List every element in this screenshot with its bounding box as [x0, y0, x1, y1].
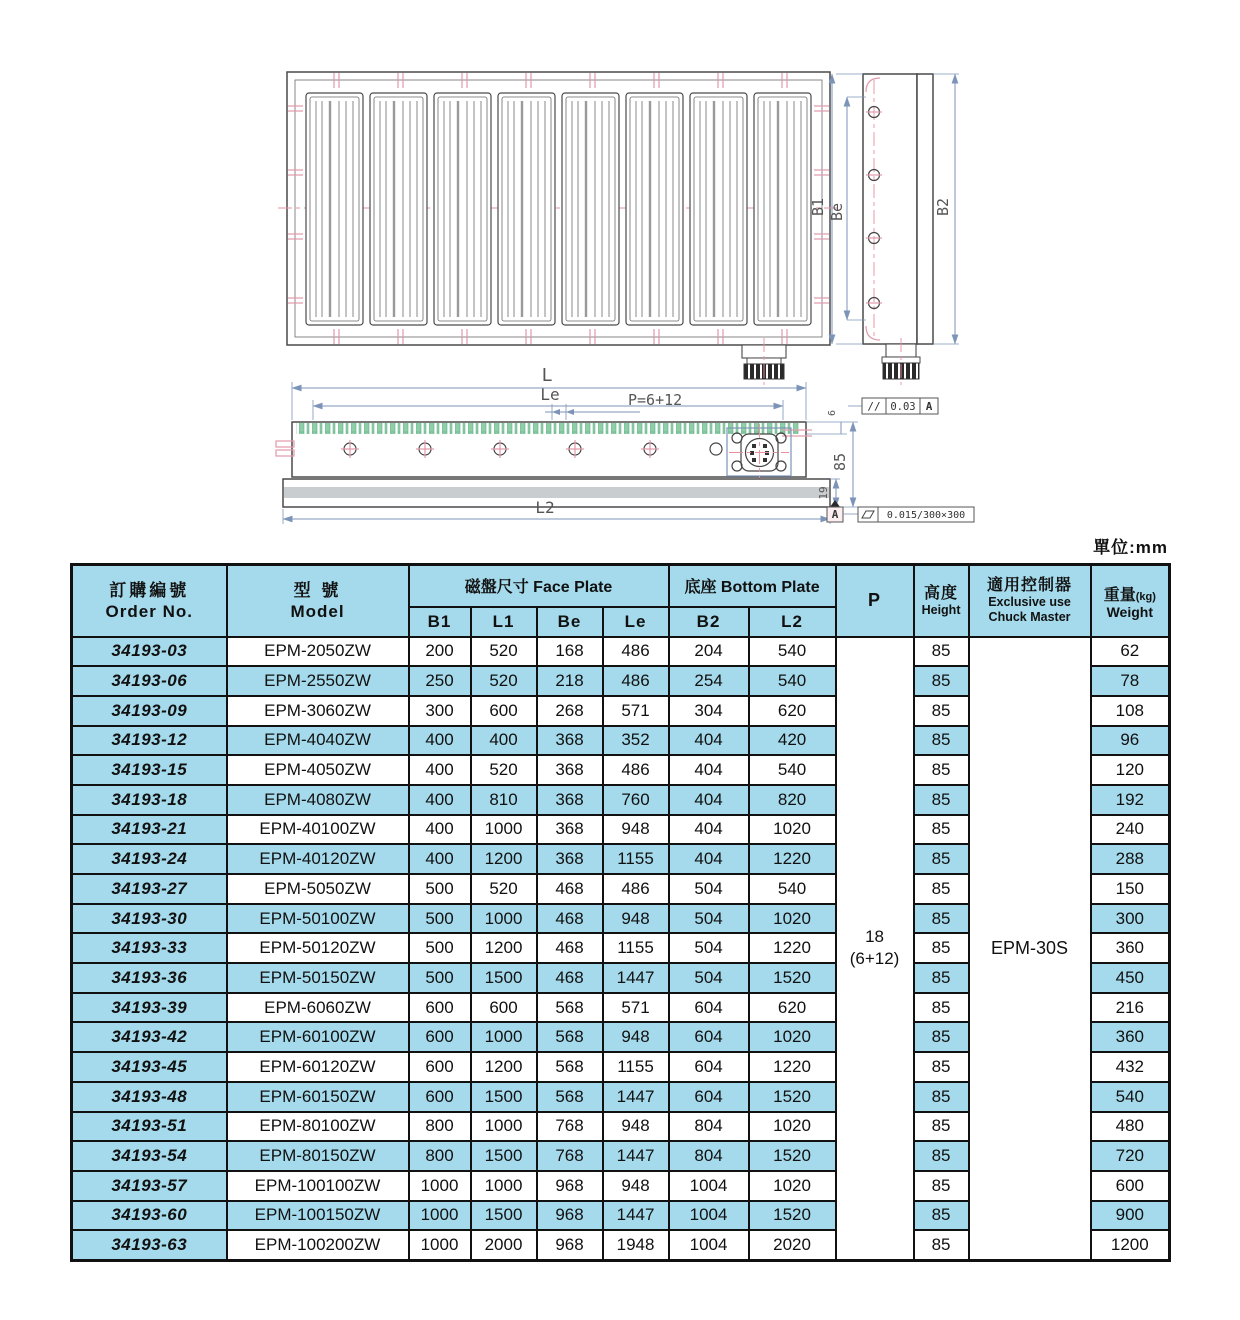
header-b2: B2	[669, 607, 749, 637]
be-cell: 468	[537, 933, 603, 963]
weight-cell: 900	[1091, 1201, 1170, 1231]
end-view	[809, 74, 959, 385]
l2-cell: 1520	[749, 963, 836, 993]
l2-cell: 540	[749, 666, 836, 696]
l1-cell: 400	[471, 726, 537, 756]
l1-cell: 1000	[471, 1171, 537, 1201]
dim-label-85: 85	[831, 452, 849, 472]
order-no-cell: 34193-06	[72, 666, 227, 696]
order-no-cell: 34193-42	[72, 1022, 227, 1052]
b2-cell: 604	[669, 993, 749, 1023]
le-cell: 352	[603, 726, 669, 756]
be-cell: 368	[537, 755, 603, 785]
b2-cell: 804	[669, 1112, 749, 1142]
weight-cell: 360	[1091, 933, 1170, 963]
l2-cell: 1520	[749, 1201, 836, 1231]
svg-text:A: A	[925, 400, 933, 413]
model-cell: EPM-100100ZW	[227, 1171, 409, 1201]
l1-cell: 1500	[471, 963, 537, 993]
b2-cell: 504	[669, 963, 749, 993]
svg-text:0.015/300×300: 0.015/300×300	[886, 510, 966, 521]
model-cell: EPM-60100ZW	[227, 1022, 409, 1052]
header-l1: L1	[471, 607, 537, 637]
l2-cell: 1020	[749, 1022, 836, 1052]
weight-cell: 360	[1091, 1022, 1170, 1052]
l2-cell: 540	[749, 874, 836, 904]
weight-cell: 120	[1091, 755, 1170, 785]
le-cell: 486	[603, 874, 669, 904]
order-no-cell: 34193-21	[72, 815, 227, 845]
weight-cell: 62	[1091, 637, 1170, 667]
height-cell: 85	[914, 1201, 969, 1231]
weight-cell: 240	[1091, 815, 1170, 845]
be-cell: 468	[537, 904, 603, 934]
height-cell: 85	[914, 963, 969, 993]
height-cell: 85	[914, 1052, 969, 1082]
l2-cell: 2020	[749, 1230, 836, 1260]
b1-cell: 400	[409, 726, 471, 756]
be-cell: 568	[537, 1082, 603, 1112]
height-cell: 85	[914, 1022, 969, 1052]
svg-text:0.03: 0.03	[890, 401, 916, 413]
l2-cell: 540	[749, 637, 836, 667]
order-no-cell: 34193-51	[72, 1112, 227, 1142]
weight-cell: 96	[1091, 726, 1170, 756]
height-cell: 85	[914, 1171, 969, 1201]
model-cell: EPM-50120ZW	[227, 933, 409, 963]
l2-cell: 1220	[749, 844, 836, 874]
header-le: Le	[603, 607, 669, 637]
dim-label-le: Le	[540, 385, 560, 404]
l1-cell: 520	[471, 637, 537, 667]
l2-cell: 620	[749, 993, 836, 1023]
model-cell: EPM-100200ZW	[227, 1230, 409, 1260]
l2-cell: 1520	[749, 1082, 836, 1112]
b2-cell: 504	[669, 874, 749, 904]
l2-cell: 1020	[749, 815, 836, 845]
l1-cell: 520	[471, 666, 537, 696]
height-cell: 85	[914, 785, 969, 815]
model-cell: EPM-6060ZW	[227, 993, 409, 1023]
be-cell: 468	[537, 874, 603, 904]
height-cell: 85	[914, 696, 969, 726]
l1-cell: 1000	[471, 904, 537, 934]
le-cell: 948	[603, 1112, 669, 1142]
header-b1: B1	[409, 607, 471, 637]
le-cell: 486	[603, 666, 669, 696]
b1-cell: 250	[409, 666, 471, 696]
header-face-plate: 磁盤尺寸 Face Plate	[409, 565, 669, 607]
le-cell: 1447	[603, 1082, 669, 1112]
l1-cell: 1000	[471, 1022, 537, 1052]
le-cell: 1155	[603, 844, 669, 874]
l2-cell: 420	[749, 726, 836, 756]
header-l2: L2	[749, 607, 836, 637]
height-cell: 85	[914, 726, 969, 756]
le-cell: 571	[603, 993, 669, 1023]
be-cell: 368	[537, 726, 603, 756]
le-cell: 760	[603, 785, 669, 815]
b1-cell: 600	[409, 1052, 471, 1082]
height-cell: 85	[914, 755, 969, 785]
model-cell: EPM-40120ZW	[227, 844, 409, 874]
model-cell: EPM-4080ZW	[227, 785, 409, 815]
order-no-cell: 34193-15	[72, 755, 227, 785]
dim-label-19: 19	[817, 486, 830, 500]
be-cell: 268	[537, 696, 603, 726]
le-cell: 486	[603, 755, 669, 785]
b1-cell: 800	[409, 1141, 471, 1171]
b1-cell: 500	[409, 963, 471, 993]
l2-cell: 1520	[749, 1141, 836, 1171]
order-no-cell: 34193-54	[72, 1141, 227, 1171]
b2-cell: 604	[669, 1022, 749, 1052]
dim-label-be: Be	[828, 202, 846, 222]
p-merged-cell: 18 (6+12)	[836, 637, 914, 1261]
be-cell: 368	[537, 844, 603, 874]
b1-cell: 200	[409, 637, 471, 667]
le-cell: 1948	[603, 1230, 669, 1260]
le-cell: 948	[603, 815, 669, 845]
header-weight: 重量(kg) Weight	[1091, 565, 1170, 637]
order-no-cell: 34193-57	[72, 1171, 227, 1201]
b2-cell: 804	[669, 1141, 749, 1171]
unit-label: 單位:mm	[1093, 538, 1168, 557]
be-cell: 218	[537, 666, 603, 696]
model-cell: EPM-100150ZW	[227, 1201, 409, 1231]
b2-cell: 1004	[669, 1201, 749, 1231]
b1-cell: 1000	[409, 1230, 471, 1260]
le-cell: 1447	[603, 963, 669, 993]
weight-cell: 300	[1091, 904, 1170, 934]
model-cell: EPM-4040ZW	[227, 726, 409, 756]
order-no-cell: 34193-63	[72, 1230, 227, 1260]
dim-label-6: 6	[827, 409, 838, 417]
l2-cell: 620	[749, 696, 836, 726]
l1-cell: 1200	[471, 933, 537, 963]
be-cell: 568	[537, 1022, 603, 1052]
order-no-cell: 34193-39	[72, 993, 227, 1023]
header-order-no: 訂購編號 Order No.	[72, 565, 227, 637]
dim-label-l2: L2	[535, 498, 555, 517]
be-cell: 568	[537, 1052, 603, 1082]
l2-cell: 1220	[749, 1052, 836, 1082]
model-cell: EPM-60150ZW	[227, 1082, 409, 1112]
model-cell: EPM-50150ZW	[227, 963, 409, 993]
l1-cell: 1000	[471, 1112, 537, 1142]
l2-cell: 820	[749, 785, 836, 815]
spec-table	[70, 563, 1171, 1262]
height-cell: 85	[914, 1141, 969, 1171]
b1-cell: 800	[409, 1112, 471, 1142]
flatness-callout	[843, 507, 974, 522]
header-p: P	[836, 565, 914, 637]
l2-cell: 1220	[749, 933, 836, 963]
technical-drawing	[0, 0, 1240, 560]
b2-cell: 1004	[669, 1230, 749, 1260]
l2-cell: 540	[749, 755, 836, 785]
weight-cell: 288	[1091, 844, 1170, 874]
b2-cell: 504	[669, 933, 749, 963]
header-height: 高度 Height	[914, 565, 969, 637]
dim-label-l: L	[541, 365, 553, 386]
be-cell: 968	[537, 1171, 603, 1201]
order-no-cell: 34193-27	[72, 874, 227, 904]
weight-cell: 192	[1091, 785, 1170, 815]
order-no-cell: 34193-09	[72, 696, 227, 726]
order-no-cell: 34193-18	[72, 785, 227, 815]
be-cell: 368	[537, 785, 603, 815]
model-cell: EPM-40100ZW	[227, 815, 409, 845]
height-cell: 85	[914, 637, 969, 667]
le-cell: 1447	[603, 1201, 669, 1231]
weight-cell: 480	[1091, 1112, 1170, 1142]
order-no-cell: 34193-12	[72, 726, 227, 756]
b1-cell: 600	[409, 1022, 471, 1052]
l2-cell: 1020	[749, 1171, 836, 1201]
header-model: 型 號 Model	[227, 565, 409, 637]
weight-cell: 78	[1091, 666, 1170, 696]
b2-cell: 204	[669, 637, 749, 667]
weight-cell: 108	[1091, 696, 1170, 726]
le-cell: 571	[603, 696, 669, 726]
height-cell: 85	[914, 904, 969, 934]
be-cell: 968	[537, 1201, 603, 1231]
model-cell: EPM-80100ZW	[227, 1112, 409, 1142]
connector-end	[882, 338, 920, 385]
order-no-cell: 34193-48	[72, 1082, 227, 1112]
height-cell: 85	[914, 933, 969, 963]
b1-cell: 400	[409, 815, 471, 845]
height-cell: 85	[914, 1112, 969, 1142]
height-cell: 85	[914, 666, 969, 696]
order-no-cell: 34193-45	[72, 1052, 227, 1082]
parallelism-callout	[848, 398, 938, 414]
b1-cell: 300	[409, 696, 471, 726]
l1-cell: 520	[471, 874, 537, 904]
b1-cell: 500	[409, 933, 471, 963]
b1-cell: 1000	[409, 1171, 471, 1201]
spec-table-header	[72, 565, 1170, 637]
order-no-cell: 34193-30	[72, 904, 227, 934]
be-cell: 168	[537, 637, 603, 667]
le-cell: 948	[603, 904, 669, 934]
b2-cell: 404	[669, 815, 749, 845]
chuck-master-merged-cell: EPM-30S	[969, 637, 1091, 1261]
dim-label-p: P=6+12	[628, 391, 683, 409]
table-row	[72, 637, 1170, 667]
le-cell: 1155	[603, 1052, 669, 1082]
header-bottom-plate: 底座 Bottom Plate	[669, 565, 836, 607]
l1-cell: 1000	[471, 815, 537, 845]
model-cell: EPM-2550ZW	[227, 666, 409, 696]
svg-text://: //	[867, 400, 881, 413]
l1-cell: 520	[471, 755, 537, 785]
b1-cell: 600	[409, 1082, 471, 1112]
weight-cell: 450	[1091, 963, 1170, 993]
b2-cell: 254	[669, 666, 749, 696]
model-cell: EPM-4050ZW	[227, 755, 409, 785]
b2-cell: 504	[669, 904, 749, 934]
l1-cell: 1500	[471, 1141, 537, 1171]
b1-cell: 400	[409, 785, 471, 815]
l2-cell: 1020	[749, 1112, 836, 1142]
order-no-cell: 34193-24	[72, 844, 227, 874]
height-cell: 85	[914, 993, 969, 1023]
model-cell: EPM-5050ZW	[227, 874, 409, 904]
be-cell: 468	[537, 963, 603, 993]
b2-cell: 404	[669, 785, 749, 815]
b1-cell: 1000	[409, 1201, 471, 1231]
height-cell: 85	[914, 844, 969, 874]
be-cell: 768	[537, 1112, 603, 1142]
header-be: Be	[537, 607, 603, 637]
svg-text:A: A	[831, 508, 839, 521]
weight-cell: 432	[1091, 1052, 1170, 1082]
l1-cell: 1500	[471, 1082, 537, 1112]
l2-cell: 1020	[749, 904, 836, 934]
weight-cell: 150	[1091, 874, 1170, 904]
order-no-cell: 34193-03	[72, 637, 227, 667]
b2-cell: 604	[669, 1082, 749, 1112]
be-cell: 968	[537, 1230, 603, 1260]
dim-label-b1: B1	[809, 197, 827, 217]
side-elevation-view	[276, 365, 974, 524]
height-cell: 85	[914, 1082, 969, 1112]
le-cell: 1155	[603, 933, 669, 963]
l1-cell: 2000	[471, 1230, 537, 1260]
b1-cell: 500	[409, 904, 471, 934]
height-cell: 85	[914, 1230, 969, 1260]
be-cell: 568	[537, 993, 603, 1023]
b1-cell: 400	[409, 844, 471, 874]
b2-cell: 404	[669, 844, 749, 874]
weight-cell: 216	[1091, 993, 1170, 1023]
le-cell: 948	[603, 1171, 669, 1201]
model-cell: EPM-80150ZW	[227, 1141, 409, 1171]
l1-cell: 600	[471, 696, 537, 726]
connector-plan	[742, 338, 786, 385]
b2-cell: 1004	[669, 1171, 749, 1201]
b1-cell: 400	[409, 755, 471, 785]
l1-cell: 1200	[471, 1052, 537, 1082]
be-cell: 768	[537, 1141, 603, 1171]
weight-cell: 540	[1091, 1082, 1170, 1112]
le-cell: 948	[603, 1022, 669, 1052]
le-cell: 486	[603, 637, 669, 667]
l1-cell: 810	[471, 785, 537, 815]
model-cell: EPM-3060ZW	[227, 696, 409, 726]
weight-cell: 720	[1091, 1141, 1170, 1171]
pole-pattern	[296, 423, 800, 434]
model-cell: EPM-60120ZW	[227, 1052, 409, 1082]
height-cell: 85	[914, 874, 969, 904]
model-cell: EPM-2050ZW	[227, 637, 409, 667]
header-chuck-master: 適用控制器 Exclusive use Chuck Master	[969, 565, 1091, 637]
spec-table-body	[72, 637, 1170, 1261]
b1-cell: 500	[409, 874, 471, 904]
dim-label-b2: B2	[934, 197, 952, 217]
order-no-cell: 34193-36	[72, 963, 227, 993]
weight-cell: 1200	[1091, 1230, 1170, 1260]
le-cell: 1447	[603, 1141, 669, 1171]
b2-cell: 604	[669, 1052, 749, 1082]
height-cell: 85	[914, 815, 969, 845]
b1-cell: 600	[409, 993, 471, 1023]
b2-cell: 404	[669, 726, 749, 756]
l1-cell: 600	[471, 993, 537, 1023]
l1-cell: 1200	[471, 844, 537, 874]
model-cell: EPM-50100ZW	[227, 904, 409, 934]
b2-cell: 304	[669, 696, 749, 726]
b2-cell: 404	[669, 755, 749, 785]
weight-cell: 600	[1091, 1171, 1170, 1201]
order-no-cell: 34193-60	[72, 1201, 227, 1231]
order-no-cell: 34193-33	[72, 933, 227, 963]
be-cell: 368	[537, 815, 603, 845]
face-plate-plan-view	[278, 72, 840, 385]
l1-cell: 1500	[471, 1201, 537, 1231]
